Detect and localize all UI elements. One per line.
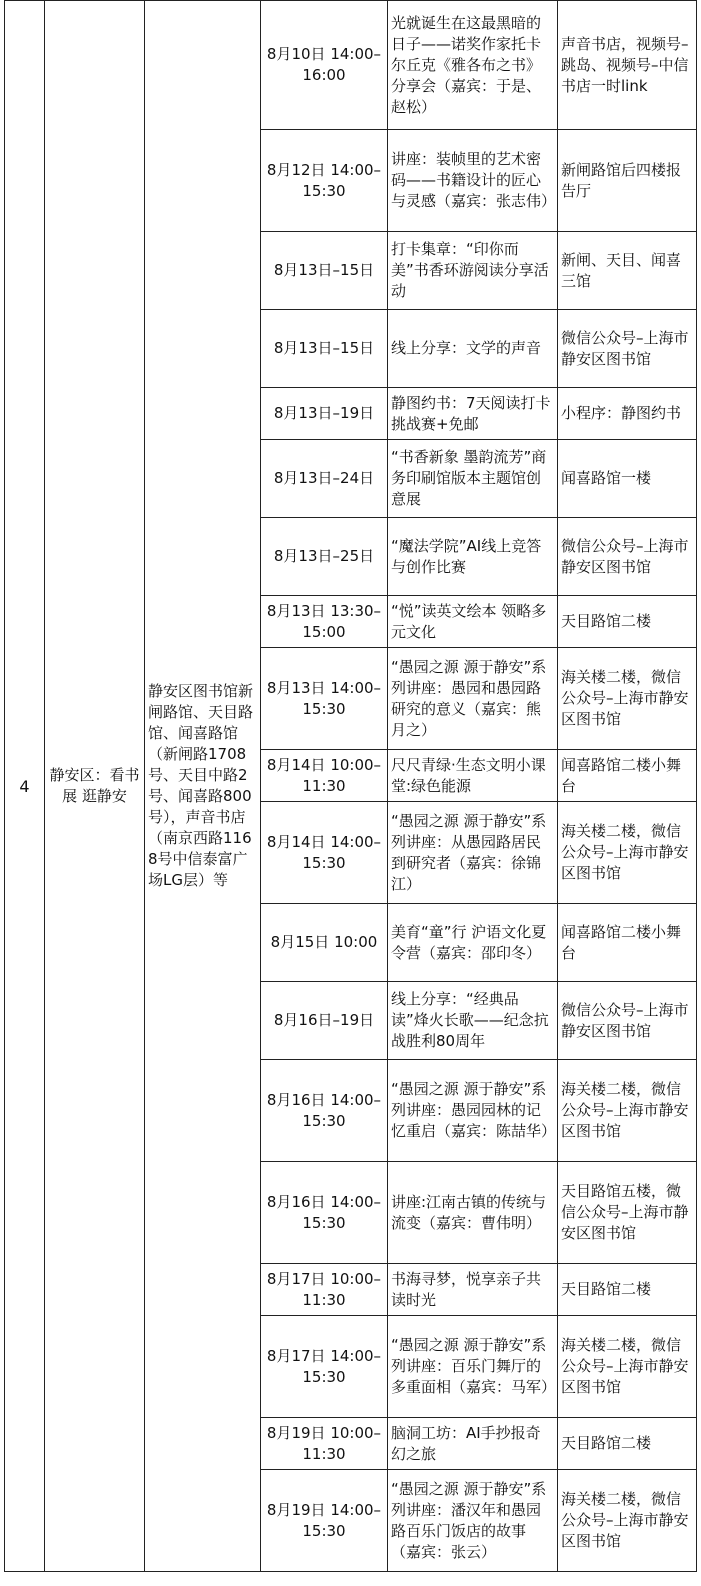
event-place: 微信公众号–上海市静安区图书馆 <box>558 982 697 1060</box>
event-place: 海关楼二楼，微信公众号–上海市静安区图书馆 <box>558 648 697 750</box>
event-name: 线上分享：文学的声音 <box>388 310 558 388</box>
event-time: 8月15日 10:00 <box>261 904 388 982</box>
event-time: 8月19日 14:00–15:30 <box>261 1470 388 1572</box>
event-time: 8月16日–19日 <box>261 982 388 1060</box>
event-place: 海关楼二楼，微信公众号–上海市静安区图书馆 <box>558 1470 697 1572</box>
event-time: 8月10日 14:00–16:00 <box>261 1 388 130</box>
table-row <box>5 1 697 130</box>
event-name: 讲座：装帧里的艺术密码——书籍设计的匠心与灵感（嘉宾：张志伟） <box>388 130 558 232</box>
event-place: 闻喜路馆一楼 <box>558 440 697 518</box>
event-place: 天目路馆二楼 <box>558 1418 697 1470</box>
event-place: 新闸路馆后四楼报告厅 <box>558 130 697 232</box>
event-name: 脑洞工坊：AI手抄报奇幻之旅 <box>388 1418 558 1470</box>
event-name: 讲座:江南古镇的传统与流变（嘉宾：曹伟明） <box>388 1162 558 1264</box>
event-place: 微信公众号–上海市静安区图书馆 <box>558 518 697 596</box>
event-time: 8月13日 13:30–15:00 <box>261 596 388 648</box>
event-place: 小程序：静图约书 <box>558 388 697 440</box>
event-place: 天目路馆五楼，微信公众号–上海市静安区图书馆 <box>558 1162 697 1264</box>
event-name: “魔法学院”AI线上竞答与创作比赛 <box>388 518 558 596</box>
event-time: 8月13日–19日 <box>261 388 388 440</box>
event-place: 微信公众号–上海市静安区图书馆 <box>558 310 697 388</box>
event-time: 8月14日 14:00–15:30 <box>261 802 388 904</box>
event-time: 8月14日 10:00–11:30 <box>261 750 388 802</box>
event-time: 8月16日 14:00–15:30 <box>261 1060 388 1162</box>
event-name: 光就诞生在这最黑暗的日子——诺奖作家托卡尔丘克《雅各布之书》分享会（嘉宾：于是、赵松） <box>388 1 558 130</box>
event-place: 海关楼二楼，微信公众号–上海市静安区图书馆 <box>558 1316 697 1418</box>
event-name: “愚园之源 源于静安”系列讲座：愚园和愚园路研究的意义（嘉宾：熊月之） <box>388 648 558 750</box>
event-place: 闻喜路馆二楼小舞台 <box>558 904 697 982</box>
event-name: 打卡集章：“印你而美”书香环游阅读分享活动 <box>388 232 558 310</box>
event-place: 声音书店，视频号–跳岛、视频号–中信书店一时link <box>558 1 697 130</box>
event-name: “愚园之源 源于静安”系列讲座：潘汉年和愚园路百乐门饭店的故事（嘉宾：张云） <box>388 1470 558 1572</box>
event-name: 静图约书：7天阅读打卡挑战赛+免邮 <box>388 388 558 440</box>
event-time: 8月16日 14:00–15:30 <box>261 1162 388 1264</box>
event-time: 8月13日 14:00–15:30 <box>261 648 388 750</box>
event-name: “愚园之源 源于静安”系列讲座：愚园园林的记忆重启（嘉宾：陈喆华） <box>388 1060 558 1162</box>
event-place: 新闸、天目、闻喜三馆 <box>558 232 697 310</box>
event-time: 8月13日–25日 <box>261 518 388 596</box>
event-place: 天目路馆二楼 <box>558 1264 697 1316</box>
venue-cell: 静安区图书馆新闸路馆、天目路馆、闻喜路馆（新闸路1708号、天目中路2号、闻喜路800号），声音书店（南京西路1168号中信泰富广场LG层）等 <box>145 1 261 1572</box>
event-place: 海关楼二楼，微信公众号–上海市静安区图书馆 <box>558 1060 697 1162</box>
event-schedule-table <box>4 0 697 1572</box>
event-time: 8月17日 10:00–11:30 <box>261 1264 388 1316</box>
event-place: 海关楼二楼，微信公众号–上海市静安区图书馆 <box>558 802 697 904</box>
district-cell: 静安区：看书展 逛静安 <box>45 1 145 1572</box>
event-place: 天目路馆二楼 <box>558 596 697 648</box>
event-name: “书香新象 墨韵流芳”商务印刷馆版本主题馆创意展 <box>388 440 558 518</box>
event-schedule-body <box>5 1 697 1572</box>
event-time: 8月13日–15日 <box>261 232 388 310</box>
row-number: 4 <box>5 1 45 1572</box>
event-time: 8月17日 14:00–15:30 <box>261 1316 388 1418</box>
event-time: 8月13日–15日 <box>261 310 388 388</box>
event-name: 尺尺青绿·生态文明小课堂:绿色能源 <box>388 750 558 802</box>
event-name: 书海寻梦，悦享亲子共读时光 <box>388 1264 558 1316</box>
event-name: “悦”读英文绘本 领略多元文化 <box>388 596 558 648</box>
event-time: 8月12日 14:00–15:30 <box>261 130 388 232</box>
event-time: 8月13日–24日 <box>261 440 388 518</box>
event-name: “愚园之源 源于静安”系列讲座：百乐门舞厅的多重面相（嘉宾：马军） <box>388 1316 558 1418</box>
event-time: 8月19日 10:00–11:30 <box>261 1418 388 1470</box>
event-name: 美育“童”行 沪语文化夏令营（嘉宾：邵印冬） <box>388 904 558 982</box>
event-name: 线上分享：“经典品读”烽火长歌——纪念抗战胜利80周年 <box>388 982 558 1060</box>
event-name: “愚园之源 源于静安”系列讲座：从愚园路居民到研究者（嘉宾：徐锦江） <box>388 802 558 904</box>
event-place: 闻喜路馆二楼小舞台 <box>558 750 697 802</box>
